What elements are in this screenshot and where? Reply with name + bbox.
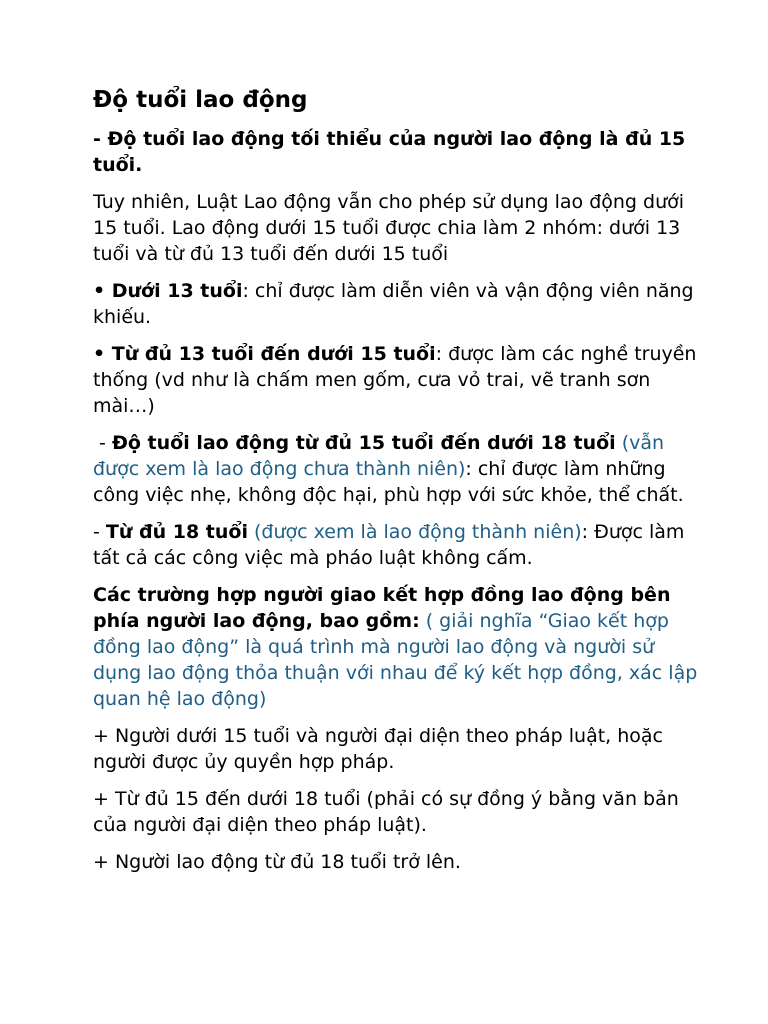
document-title: Độ tuổi lao động: [93, 87, 308, 113]
paragraph-18-plus-bold: Từ đủ 18 tuổi: [105, 521, 248, 543]
paragraph-13-to-15-text: : được làm các nghề truyền thống (vd như là chấm men gốm, cưa vỏ trai, vẽ tranh sơn mài…): [93, 343, 697, 417]
paragraph-18-plus-note: (được xem là lao động thành niên): [247, 521, 582, 543]
paragraph-under-13-bold: • Dưới 13 tuổi: [93, 280, 243, 302]
paragraph-15-to-18-bold: Độ tuổi lao động từ đủ 15 tuổi đến dưới 18 tuổi: [111, 432, 616, 454]
paragraph-15-to-18-text: : chỉ được làm những công việc nhẹ, không độc hại, phù hợp với sức khỏe, thể chất.: [93, 458, 684, 506]
list-item-under-15: + Người dưới 15 tuổi và người đại diện theo pháp luật, hoặc người được ủy quyền hợp pháp.: [93, 725, 663, 773]
paragraph-under-15-intro: Tuy nhiên, Luật Lao động vẫn cho phép sử dụng lao động dưới 15 tuổi. Lao động dưới 15 tuổi được chia làm 2 nhóm: dưới 13 tuổi và từ đủ 13 tuổi đến dưới 15 tuổi: [93, 191, 685, 265]
paragraph-contract-cases-bold: Các trường hợp người giao kết hợp đồng lao động bên phía người lao động, bao gồm:: [93, 584, 671, 632]
paragraph-18-plus: [93, 519, 708, 571]
paragraph-13-to-15: [93, 341, 708, 419]
list-item-18-plus: + Người lao động từ đủ 18 tuổi trở lên.: [93, 851, 461, 873]
paragraph-18-plus-text: : Được làm tất cả các công việc mà pháo luật không cấm.: [93, 521, 685, 569]
paragraph-contract-cases: [93, 582, 708, 712]
paragraph-18-plus-prefix: -: [93, 521, 106, 543]
paragraph-15-to-18: [93, 430, 708, 508]
paragraph-under-13: [93, 278, 708, 330]
paragraph-15-to-18-prefix: -: [93, 432, 112, 454]
paragraph-minimum-age: [93, 126, 708, 178]
paragraph-under-13-text: : chỉ được làm diễn viên và vận động viên năng khiếu.: [93, 280, 694, 328]
paragraph-15-to-18-note: (vẫn được xem là lao động chưa thành niên): [93, 432, 665, 480]
list-item-15-to-18: + Từ đủ 15 đến dưới 18 tuổi (phải có sự đồng ý bằng văn bản của người đại diện theo pháp luật).: [93, 788, 679, 836]
paragraph-contract-cases-note: ( giải nghĩa “Giao kết hợp đồng lao động” là quá trình mà người lao động và người sử dụng lao động thỏa thuận với nhau để ký kết hợp đồng, xác lập quan hệ lao động): [93, 610, 698, 710]
paragraph-minimum-age-bold: - Độ tuổi lao động tối thiểu của người lao động là đủ 15 tuổi.: [93, 128, 686, 176]
paragraph-13-to-15-bold: • Từ đủ 13 tuổi đến dưới 15 tuổi: [93, 343, 436, 365]
